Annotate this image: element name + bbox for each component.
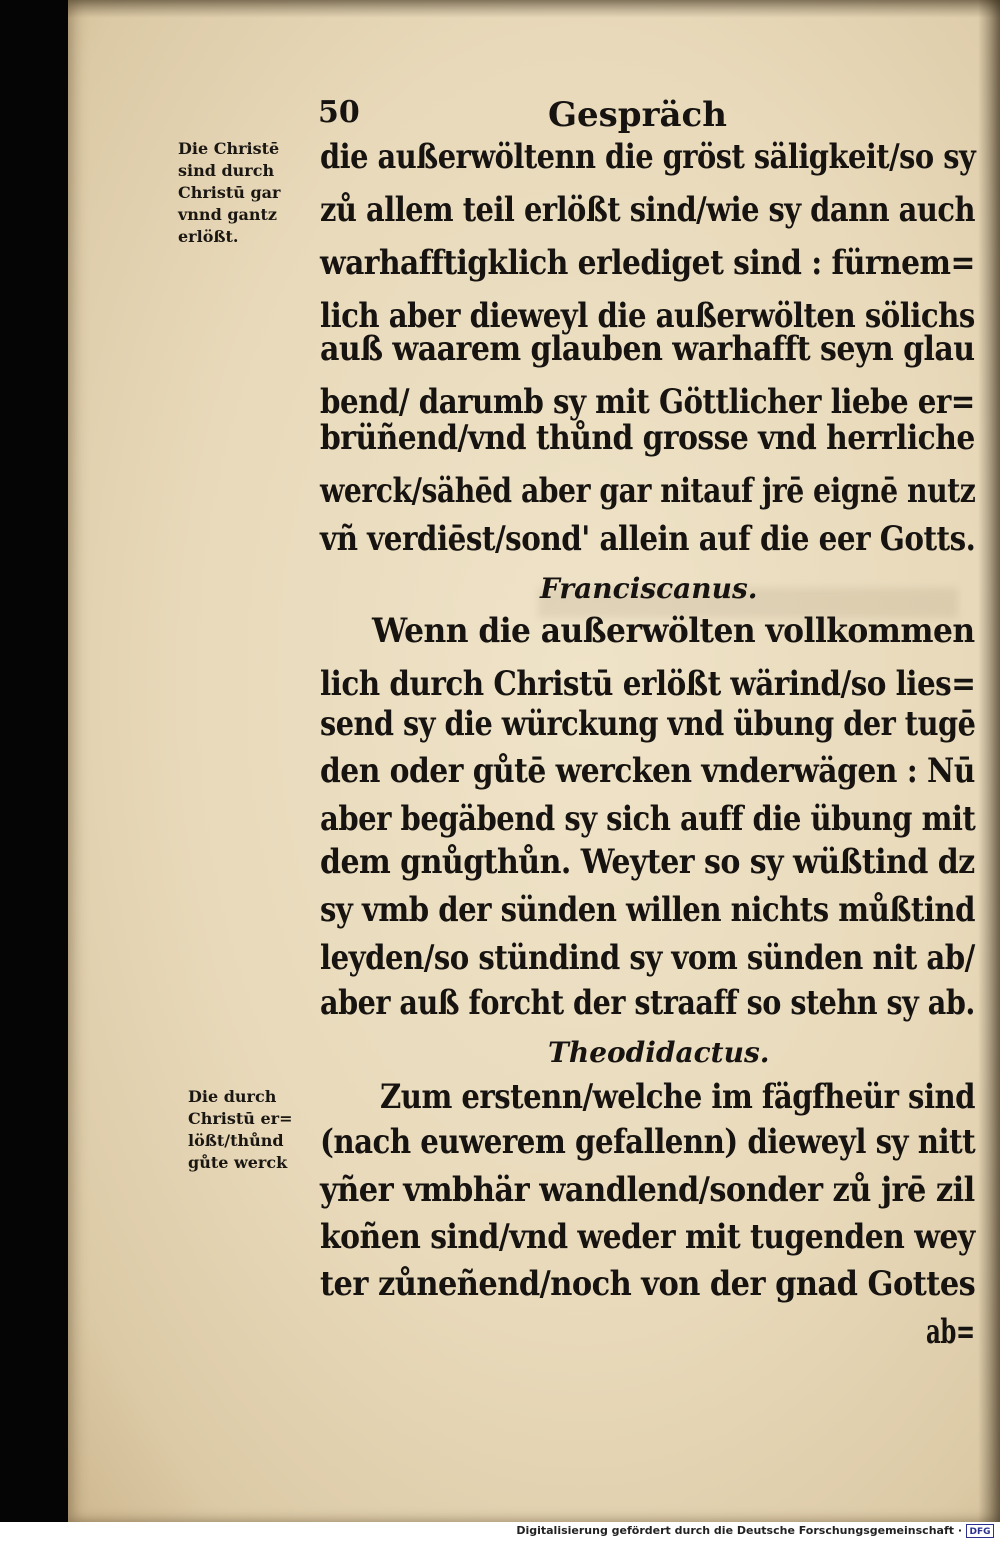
text-line: aber auß forcht der straaff so stehn sy ab.	[320, 983, 975, 1023]
text-line: Wenn die außerwölten vollkommen	[372, 611, 975, 651]
page-gutter-shadow	[978, 0, 1000, 1522]
marginal-note-line: vnnd gantz	[178, 205, 277, 224]
running-title: Gespräch	[548, 95, 727, 135]
text-line: lich durch Christū erlößt wärind/so lies=	[320, 664, 976, 704]
speaker-label: Theodidactus.	[548, 1036, 770, 1069]
marginal-note-line: Christū er=	[188, 1109, 293, 1128]
marginal-note-line: Die Christē	[178, 139, 280, 158]
marginal-note-line: Christū gar	[178, 183, 281, 202]
marginal-note-line: lößt/thůnd	[188, 1131, 284, 1150]
text-line: send sy die würckung vnd übung der tugē	[320, 704, 976, 744]
text-line: brüñend/vnd thůnd grosse vnd herrliche	[320, 418, 975, 458]
text-line: bend/ darumb sy mit Göttlicher liebe er=	[320, 382, 975, 422]
text-line: warhafftigklich erlediget sind : fürnem=	[320, 243, 975, 283]
text-line: sy vmb der sünden willen nichts můßtind	[320, 890, 975, 930]
text-line: Zum erstenn/welche im fägfheür sind	[380, 1077, 976, 1117]
dfg-logo-icon: DFG	[966, 1524, 994, 1538]
text-line: dem gnůgthůn. Weyter so sy wüßtind dz	[320, 842, 975, 882]
page-number: 50	[318, 95, 360, 130]
text-line: die außerwöltenn die gröst säligkeit/so sy	[320, 137, 976, 177]
text-line: zů allem teil erlößt sind/wie sy dann auch	[320, 190, 976, 230]
funding-notice: Digitalisierung gefördert durch die Deutsche Forschungsgemeinschaft ·	[516, 1524, 962, 1537]
text-line: lich aber dieweyl die außerwölten sölichs	[320, 296, 975, 336]
text-line: werck/sähēd aber gar nitauf jrē eignē nutz	[320, 471, 976, 511]
page-top-shadow	[68, 0, 1000, 18]
text-line: aber begäbend sy sich auff die übung mit	[320, 799, 976, 839]
speaker-label: Franciscanus.	[540, 572, 758, 605]
text-line: koñen sind/vnd weder mit tugenden wey	[320, 1217, 975, 1257]
running-head	[318, 95, 978, 139]
text-line: (nach euwerem gefallenn) dieweyl sy nitt	[320, 1122, 976, 1162]
marginal-note-line: gůte werck	[188, 1153, 288, 1172]
catchword: ab=	[926, 1312, 975, 1352]
marginal-note-line: sind durch	[178, 161, 275, 180]
text-line: ter zůneñend/noch von der gnad Gottes	[320, 1264, 976, 1304]
text-line: vñ verdiēst/sond' allein auf die eer Gotts.	[320, 519, 976, 559]
marginal-note-line: Die durch	[188, 1087, 277, 1106]
marginal-note-2	[188, 1086, 293, 1174]
text-line: yñer vmbhär wandlend/sonder zů jrē zil	[320, 1170, 975, 1210]
marginal-note-line: erlößt.	[178, 227, 239, 246]
marginal-note-1	[178, 138, 280, 248]
text-line: den oder gůtē wercken vnderwägen : Nū	[320, 751, 975, 791]
text-line: leyden/so stündind sy vom sünden nit ab/	[320, 938, 975, 978]
text-line: auß waarem glauben warhafft seyn glau	[320, 329, 975, 369]
